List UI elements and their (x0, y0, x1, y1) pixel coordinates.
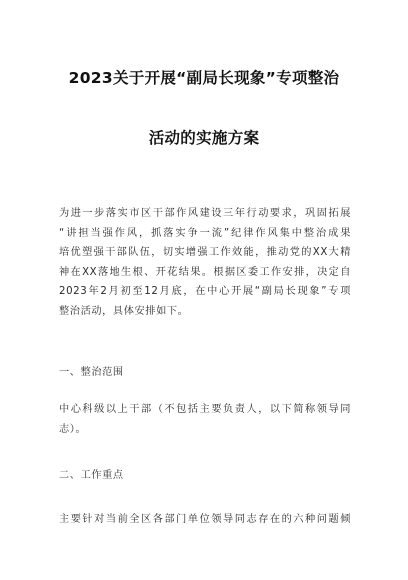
section2-heading: 二、工作重点 (59, 470, 124, 481)
intro-line: 为进一步落实市区干部作风建设三年行动要求，巩固拓展 (59, 208, 351, 219)
intro-line: 培优塑强干部队伍，切实增强工作效能，推动党的XX大精 (59, 247, 351, 258)
section1-line: 中心科级以上干部（不包括主要负责人，以下简称领导同 (59, 404, 351, 415)
section1-paragraph (59, 400, 351, 439)
intro-line: 整治活动，具体安排如下。 (59, 305, 189, 317)
intro-line: 2023年2月初至12月底，在中心开展“副局长现象”专项 (59, 286, 351, 297)
intro-paragraph (59, 204, 351, 321)
section1-heading: 一、整治范围 (59, 367, 124, 378)
section2-line: 主要针对当前全区各部门单位领导同志存在的六种问题倾 (59, 514, 351, 525)
document-title-line1: 2023关于开展“副局长现象”专项整治 (68, 69, 340, 87)
section2-paragraph (59, 510, 351, 530)
document-title-line2: 活动的实施方案 (148, 129, 260, 147)
section1-line: 志）。 (59, 423, 87, 435)
intro-line: 神在XX落地生根、开花结果。根据区委工作安排，决定自 (59, 266, 351, 278)
intro-line: “讲担当强作风，抓落实争一流”纪律作风集中整治成果 (59, 227, 351, 239)
